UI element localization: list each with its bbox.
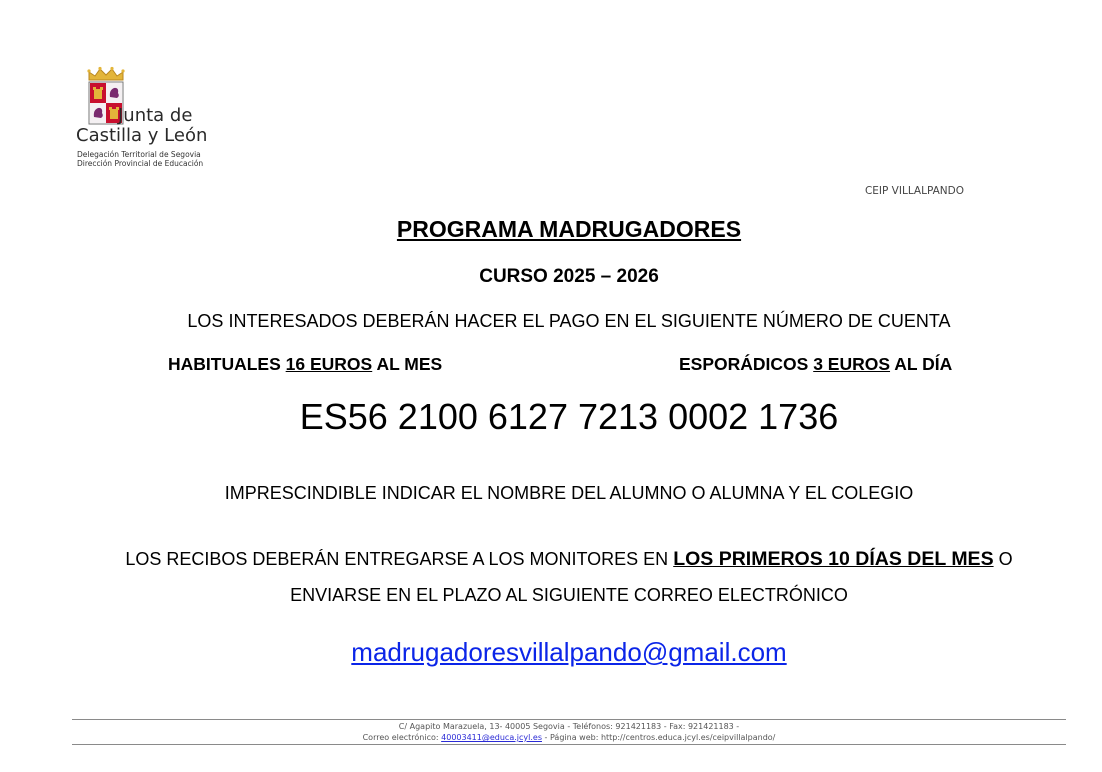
footer-divider-top bbox=[72, 719, 1066, 720]
receipts-connector: O bbox=[998, 549, 1013, 569]
regular-fee-period: AL MES bbox=[376, 354, 443, 374]
page-title: PROGRAMA MADRUGADORES bbox=[396, 216, 742, 242]
payment-intro: LOS INTERESADOS DEBERÁN HACER EL PAGO EN EL SIGUIENTE NÚMERO DE CUENTA bbox=[187, 311, 951, 331]
junta-logo bbox=[76, 66, 216, 172]
receipts-line1 bbox=[0, 548, 1102, 571]
receipts-line2: ENVIARSE EN EL PLAZO AL SIGUIENTE CORREO ELECTRÓNICO bbox=[290, 585, 848, 605]
regular-fee-label: HABITUALES bbox=[168, 354, 281, 374]
footer-divider-bottom bbox=[72, 744, 1066, 745]
occasional-fee-period: AL DÍA bbox=[894, 354, 953, 374]
contact-email-link[interactable]: madrugadoresvillalpando@gmail.com bbox=[351, 637, 787, 667]
logo-sub-line2: Dirección Provincial de Educación bbox=[77, 159, 204, 168]
occasional-fee-amount: 3 EUROS bbox=[813, 354, 891, 374]
school-name: CEIP VILLALPANDO bbox=[864, 185, 964, 197]
receipts-text: LOS RECIBOS DEBERÁN ENTREGARSE A LOS MONITORES EN bbox=[125, 549, 669, 569]
regular-fee bbox=[168, 354, 442, 375]
occasional-fee-label: ESPORÁDICOS bbox=[679, 354, 809, 374]
logo-name-line2: Castilla y León bbox=[76, 125, 208, 146]
logo-name-line1: Junta de bbox=[118, 105, 193, 126]
footer-web-link[interactable]: http://centros.educa.jcyl.es/ceipvillalpando/ bbox=[600, 733, 776, 742]
footer-email-link[interactable]: 40003411@educa.jcyl.es bbox=[441, 733, 542, 742]
course-year: CURSO 2025 – 2026 bbox=[479, 266, 659, 287]
logo-wordmark bbox=[76, 106, 216, 146]
footer-address: C/ Agapito Marazuela, 13- 40005 Segovia - Teléfonos: 921421183 - Fax: 921421183 - bbox=[398, 722, 740, 731]
logo-sub-line1: Delegación Territorial de Segovia bbox=[77, 150, 201, 159]
logo-subtitle bbox=[77, 150, 203, 168]
iban-number: ES56 2100 6127 7213 0002 1736 bbox=[299, 396, 839, 437]
footer-email-label: Correo electrónico: bbox=[362, 733, 439, 742]
occasional-fee bbox=[679, 354, 952, 375]
receipts-deadline: LOS PRIMEROS 10 DÍAS DEL MES bbox=[673, 548, 994, 570]
regular-fee-amount: 16 EUROS bbox=[285, 354, 373, 374]
footer-contact bbox=[0, 733, 1102, 742]
footer-web-label: - Página web: bbox=[544, 733, 599, 742]
required-note: IMPRESCINDIBLE INDICAR EL NOMBRE DEL ALUMNO O ALUMNA Y EL COLEGIO bbox=[224, 483, 914, 503]
